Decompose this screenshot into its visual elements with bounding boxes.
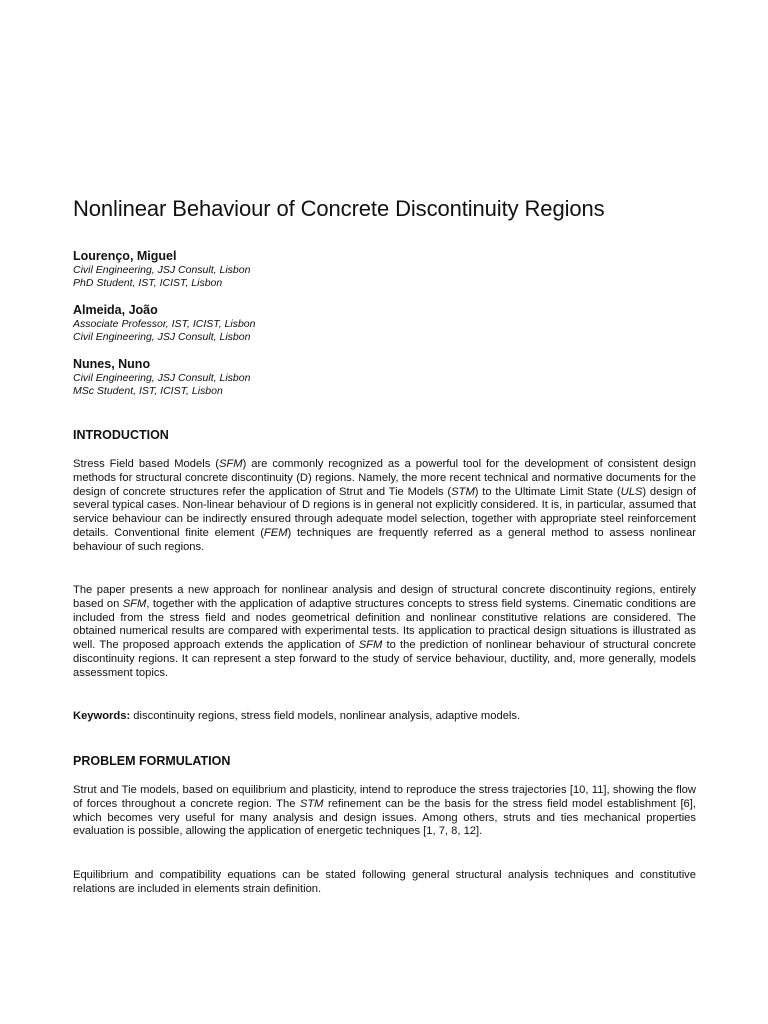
text-run: ) are commonly recognized as a powerful tool for the development of consistent design methods for structural concrete discontinuity (D) regions. Namely, the more recent technical and normative documents for the design of concrete structures refer the application of Strut and Tie Models ( [73,458,696,498]
text-run: refinement can be the basis for the stress field model establishment [6], which becomes very useful for many analysis and design issues. Among others, struts and ties mechanical properties evaluation is possible, allowing the application of energetic techniques [1, 7, 8, 12]. [73,797,696,838]
text-run: ) to the Ultimate Limit State ( [474,485,621,498]
author-name: Lourenço, Miguel [73,249,177,263]
text-run: to the prediction of nonlinear behaviour of structural concrete discontinuity regions. It can represent a step forward to the study of service behaviour, ductility, and, more generally, models assessment topics. [73,639,696,679]
paragraph-introduction-1 [73,458,696,555]
text-run-italic: SFM [122,597,147,610]
author-affiliation: Civil Engineering, JSJ Consult, Lisbon [73,330,251,343]
author-affiliation: Associate Professor, IST, ICIST, Lisbon [73,318,256,330]
author-affiliation: MSc Student, IST, ICIST, Lisbon [73,384,223,397]
author-affiliation: Civil Engineering, JSJ Consult, Lisbon [73,264,251,276]
section-heading-introduction: INTRODUCTION [73,428,169,442]
keywords [73,710,696,724]
text-run: , together with the application of adaptive structures concepts to stress field systems. Cinematic conditions are included from the stress field and nodes geometrical definition and nonlinear constitutive relations are considered. The obtained numerical results are compared with experimental tests. Its application to practical design situations is illustrated as well. The proposed approach extends the application of [73,597,696,652]
text-run: ) techniques are frequently referred as a general method to assess nonlinear behaviour of such regions. [73,526,696,553]
author-name: Almeida, João [73,303,158,317]
text-run-italic: SFM [358,639,383,652]
author-affiliation: PhD Student, IST, ICIST, Lisbon [73,276,223,289]
section-heading-problem-formulation: PROBLEM FORMULATION [73,754,231,768]
text-run-italic: FEM [263,526,288,539]
text-run-italic: SFM [218,458,243,470]
author-list [73,248,696,410]
author-block [73,356,696,397]
paragraph-introduction-2 [73,584,696,681]
text-run: ) design of several typical cases. Non-linear behaviour of D regions is in general not explicitly considered. It is, in particular, assumed that service behaviour can be indirectly ensured through adequate model selection, together with appropriate steel reinforcement details. Conventional finite element ( [73,485,696,539]
keywords-text: discontinuity regions, stress field models, nonlinear analysis, adaptive models. [130,710,521,722]
text-run-italic: STM [451,485,475,498]
author-block [73,302,696,343]
text-run-italic: STM [299,797,324,810]
paragraph-problem-1 [73,784,696,839]
text-run: Stress Field based Models ( [73,458,219,470]
text-run: The paper presents a new approach for nonlinear analysis and design of structural concrete discontinuity regions, entirely based on [73,584,696,610]
text-run-italic: ULS [620,485,643,498]
author-name: Nunes, Nuno [73,357,151,371]
author-affiliation: Civil Engineering, JSJ Consult, Lisbon [73,372,251,384]
text-run: Strut and Tie models, based on equilibrium and plasticity, intend to reproduce the stress trajectories [10, 11], showing the flow of forces throughout a concrete region. The [73,784,696,810]
paragraph-problem-2: Equilibrium and compatibility equations can be stated following general structural analysis techniques and constitutive relations are included in elements strain definition. [73,869,696,895]
author-block [73,248,696,289]
keywords-label: Keywords: [73,710,131,722]
paper-title: Nonlinear Behaviour of Concrete Discontinuity Regions [73,196,605,221]
